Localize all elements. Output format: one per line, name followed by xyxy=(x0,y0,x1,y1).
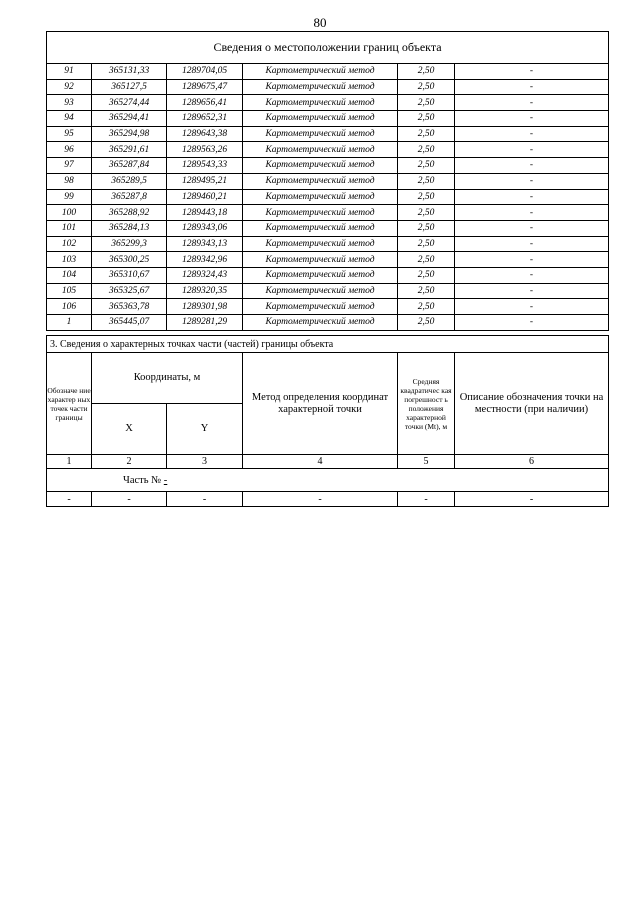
point-number-cell: 91 xyxy=(47,64,92,80)
point-number-cell: 101 xyxy=(47,220,92,236)
y-coord-cell: 1289652,31 xyxy=(167,111,243,127)
description-cell: - xyxy=(455,95,609,111)
y-coord-cell: 1289342,96 xyxy=(167,252,243,268)
method-cell: Картометрический метод xyxy=(243,189,398,205)
method-cell: Картометрический метод xyxy=(243,111,398,127)
x-coord-cell: 365287,84 xyxy=(92,158,167,174)
description-cell: - xyxy=(455,267,609,283)
empty-cell: - xyxy=(47,492,92,507)
accuracy-cell: 2,50 xyxy=(398,64,455,80)
table-row xyxy=(47,111,609,127)
col-header-x: X xyxy=(92,404,167,455)
description-cell: - xyxy=(455,236,609,252)
y-coord-cell: 1289495,21 xyxy=(167,173,243,189)
x-coord-cell: 365445,07 xyxy=(92,315,167,331)
y-coord-cell: 1289656,41 xyxy=(167,95,243,111)
accuracy-cell: 2,50 xyxy=(398,111,455,127)
empty-cell: - xyxy=(455,492,609,507)
col-number: 6 xyxy=(455,455,609,469)
part-row xyxy=(47,469,609,492)
table-row xyxy=(47,283,609,299)
point-number-cell: 100 xyxy=(47,205,92,221)
accuracy-cell: 2,50 xyxy=(398,299,455,315)
table-row xyxy=(47,236,609,252)
point-number-cell: 94 xyxy=(47,111,92,127)
x-coord-cell: 365274,44 xyxy=(92,95,167,111)
point-number-cell: 95 xyxy=(47,126,92,142)
table-row xyxy=(47,95,609,111)
y-coord-cell: 1289343,06 xyxy=(167,220,243,236)
x-coord-cell: 365299,3 xyxy=(92,236,167,252)
method-cell: Картометрический метод xyxy=(243,158,398,174)
col-number: 1 xyxy=(47,455,92,469)
table-row xyxy=(47,79,609,95)
section3-title: 3. Сведения о характерных точках части (частей) границы объекта xyxy=(47,336,609,353)
method-cell: Картометрический метод xyxy=(243,95,398,111)
point-number-cell: 96 xyxy=(47,142,92,158)
accuracy-cell: 2,50 xyxy=(398,79,455,95)
method-cell: Картометрический метод xyxy=(243,173,398,189)
y-coord-cell: 1289443,18 xyxy=(167,205,243,221)
x-coord-cell: 365363,78 xyxy=(92,299,167,315)
y-coord-cell: 1289675,47 xyxy=(167,79,243,95)
table-row xyxy=(47,126,609,142)
description-cell: - xyxy=(455,158,609,174)
method-cell: Картометрический метод xyxy=(243,283,398,299)
x-coord-cell: 365310,67 xyxy=(92,267,167,283)
point-number-cell: 1 xyxy=(47,315,92,331)
empty-cell: - xyxy=(243,492,398,507)
accuracy-cell: 2,50 xyxy=(398,173,455,189)
y-coord-cell: 1289563,26 xyxy=(167,142,243,158)
table-row xyxy=(47,299,609,315)
description-cell: - xyxy=(455,64,609,80)
point-number-cell: 103 xyxy=(47,252,92,268)
part-value: - xyxy=(163,474,168,486)
col-header-description: Описание обозначения точки на местности (при наличии) xyxy=(455,353,609,455)
y-coord-cell: 1289543,33 xyxy=(167,158,243,174)
table-row xyxy=(47,173,609,189)
table-row xyxy=(47,315,609,331)
table-row xyxy=(47,189,609,205)
table-row xyxy=(47,220,609,236)
empty-cell: - xyxy=(167,492,243,507)
col-header-accuracy: Средняя квадратичес кая погрешност ь положения характерной точки (Mt), м xyxy=(398,353,455,455)
point-number-cell: 98 xyxy=(47,173,92,189)
description-cell: - xyxy=(455,283,609,299)
table-row xyxy=(47,64,609,80)
x-coord-cell: 365291,61 xyxy=(92,142,167,158)
col-header-coords: Координаты, м xyxy=(92,353,243,404)
method-cell: Картометрический метод xyxy=(243,252,398,268)
part-points-table xyxy=(46,335,609,507)
col-number: 4 xyxy=(243,455,398,469)
description-cell: - xyxy=(455,173,609,189)
page-number: 80 xyxy=(313,15,327,30)
accuracy-cell: 2,50 xyxy=(398,252,455,268)
accuracy-cell: 2,50 xyxy=(398,283,455,299)
point-number-cell: 99 xyxy=(47,189,92,205)
method-cell: Картометрический метод xyxy=(243,205,398,221)
description-cell: - xyxy=(455,205,609,221)
empty-cell: - xyxy=(398,492,455,507)
accuracy-cell: 2,50 xyxy=(398,142,455,158)
point-number-cell: 97 xyxy=(47,158,92,174)
accuracy-cell: 2,50 xyxy=(398,315,455,331)
x-coord-cell: 365127,5 xyxy=(92,79,167,95)
col-header-y: Y xyxy=(167,404,243,455)
accuracy-cell: 2,50 xyxy=(398,126,455,142)
accuracy-cell: 2,50 xyxy=(398,205,455,221)
x-coord-cell: 365288,92 xyxy=(92,205,167,221)
y-coord-cell: 1289343,13 xyxy=(167,236,243,252)
x-coord-cell: 365325,67 xyxy=(92,283,167,299)
method-cell: Картометрический метод xyxy=(243,142,398,158)
col-header-method: Метод определения координат характерной точки xyxy=(243,353,398,455)
method-cell: Картометрический метод xyxy=(243,267,398,283)
x-coord-cell: 365300,25 xyxy=(92,252,167,268)
accuracy-cell: 2,50 xyxy=(398,220,455,236)
method-cell: Картометрический метод xyxy=(243,126,398,142)
x-coord-cell: 365294,41 xyxy=(92,111,167,127)
boundary-points-table xyxy=(46,31,609,331)
accuracy-cell: 2,50 xyxy=(398,158,455,174)
point-number-cell: 102 xyxy=(47,236,92,252)
x-coord-cell: 365131,33 xyxy=(92,64,167,80)
table-row xyxy=(47,267,609,283)
y-coord-cell: 1289643,38 xyxy=(167,126,243,142)
point-number-cell: 106 xyxy=(47,299,92,315)
description-cell: - xyxy=(455,126,609,142)
description-cell: - xyxy=(455,189,609,205)
y-coord-cell: 1289324,43 xyxy=(167,267,243,283)
y-coord-cell: 1289301,98 xyxy=(167,299,243,315)
accuracy-cell: 2,50 xyxy=(398,95,455,111)
col-header-point-label: Обозначе ние характер ных точек части границы xyxy=(47,353,92,455)
table-row xyxy=(47,158,609,174)
y-coord-cell: 1289704,05 xyxy=(167,64,243,80)
point-number-cell: 105 xyxy=(47,283,92,299)
method-cell: Картометрический метод xyxy=(243,236,398,252)
method-cell: Картометрический метод xyxy=(243,315,398,331)
description-cell: - xyxy=(455,79,609,95)
y-coord-cell: 1289320,35 xyxy=(167,283,243,299)
col-number: 3 xyxy=(167,455,243,469)
x-coord-cell: 365289,5 xyxy=(92,173,167,189)
description-cell: - xyxy=(455,315,609,331)
part-label: Часть № xyxy=(123,474,162,486)
description-cell: - xyxy=(455,252,609,268)
table-row xyxy=(47,205,609,221)
y-coord-cell: 1289281,29 xyxy=(167,315,243,331)
col-number: 2 xyxy=(92,455,167,469)
description-cell: - xyxy=(455,220,609,236)
col-number: 5 xyxy=(398,455,455,469)
method-cell: Картометрический метод xyxy=(243,64,398,80)
method-cell: Картометрический метод xyxy=(243,220,398,236)
table-row xyxy=(47,142,609,158)
accuracy-cell: 2,50 xyxy=(398,267,455,283)
empty-cell: - xyxy=(92,492,167,507)
description-cell: - xyxy=(455,299,609,315)
y-coord-cell: 1289460,21 xyxy=(167,189,243,205)
description-cell: - xyxy=(455,111,609,127)
x-coord-cell: 365284,13 xyxy=(92,220,167,236)
x-coord-cell: 365294,98 xyxy=(92,126,167,142)
point-number-cell: 92 xyxy=(47,79,92,95)
method-cell: Картометрический метод xyxy=(243,79,398,95)
table-row xyxy=(47,252,609,268)
x-coord-cell: 365287,8 xyxy=(92,189,167,205)
accuracy-cell: 2,50 xyxy=(398,236,455,252)
section-title: Сведения о местоположении границ объекта xyxy=(47,32,609,64)
point-number-cell: 104 xyxy=(47,267,92,283)
accuracy-cell: 2,50 xyxy=(398,189,455,205)
point-number-cell: 93 xyxy=(47,95,92,111)
method-cell: Картометрический метод xyxy=(243,299,398,315)
description-cell: - xyxy=(455,142,609,158)
